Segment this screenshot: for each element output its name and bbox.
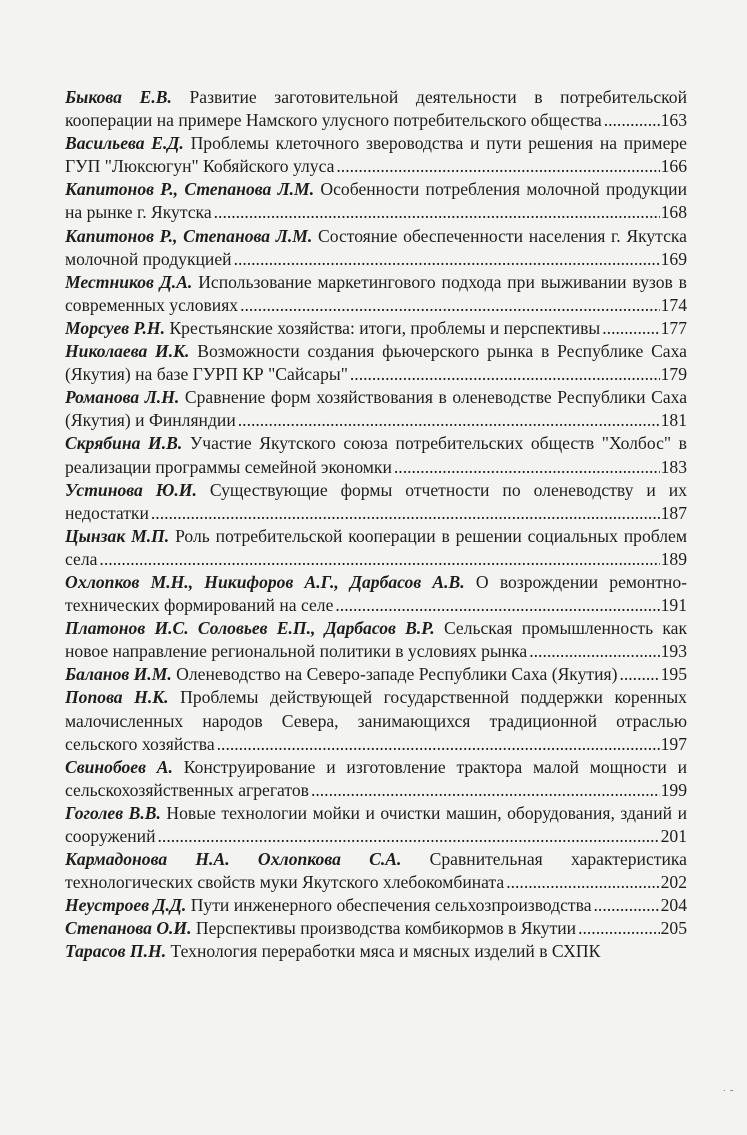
entry-author: Попова Н.К. xyxy=(65,687,169,708)
entry-page-number: 195 xyxy=(660,663,687,686)
entry-page-number: 166 xyxy=(660,155,687,178)
entry-page-number: 177 xyxy=(660,317,687,340)
entry-page-number: 197 xyxy=(660,733,687,756)
scan-mark: ˙ ˜ xyxy=(722,1090,734,1100)
entry-page-number: 191 xyxy=(660,594,687,617)
toc-entry xyxy=(65,617,687,663)
entry-title: Сравнение форм хозяйствования в оленеводстве Республики Саха (Якутия) и Финляндии ..... xyxy=(65,387,687,430)
toc-entry xyxy=(65,756,687,802)
entry-author: Тарасов П.Н. xyxy=(65,941,167,962)
entry-page-number: 181 xyxy=(660,409,687,432)
toc-entry xyxy=(65,525,687,571)
entry-title: Развитие заготовительной деятельности в потребительской кооперации на примере Намского улусного потребительского общества ..... xyxy=(65,87,687,130)
entry-author: Скрябина И.В. xyxy=(65,433,183,454)
entry-page-number: 205 xyxy=(660,917,687,940)
toc-entry xyxy=(65,917,687,940)
entry-author: Быкова Е.В. xyxy=(65,87,172,107)
entry-author: Цынзак М.П. xyxy=(65,525,170,546)
toc-entry xyxy=(65,940,687,963)
entry-title: О возрождении ремонтно-технических формирований на селе ..... xyxy=(65,572,687,615)
entry-page-number: 187 xyxy=(660,502,687,525)
toc-entry xyxy=(65,479,687,525)
entry-title: Роль потребительской кооперации в решении социальных проблем села ..... xyxy=(65,526,687,569)
entry-page-number: 201 xyxy=(660,825,687,848)
entry-author: Капитонов Р., Степанова Л.М. xyxy=(65,225,313,246)
entry-title: Проблемы действующей государственной поддержки коренных малочисленных народов Севера, занимающихся традиционной отраслью сельского хозяйства ..... xyxy=(65,687,687,753)
entry-author: Свинобоев А. xyxy=(65,756,173,777)
entry-author: Морсуев Р.Н. xyxy=(65,317,166,338)
entry-title: Проблемы клеточного звероводства и пути решения на примере ГУП "Люксюгун" Кобяйского улуса ..... xyxy=(65,133,687,176)
entry-title: Новые технологии мойки и очистки машин, оборудования, зданий и сооружений ..... xyxy=(65,803,687,846)
entry-title: Использование маркетингового подхода при выживании вузов в современных условиях ..... xyxy=(65,272,687,315)
toc-entry xyxy=(65,225,687,271)
entry-title: Сравнительная характеристика технологических свойств муки Якутского хлебокомбината ..... xyxy=(65,849,687,892)
toc-entry xyxy=(65,271,687,317)
entry-author: Кармадонова Н.А. Охлопкова С.А. xyxy=(65,849,402,870)
toc-entry xyxy=(65,132,687,178)
toc-entry xyxy=(65,571,687,617)
entry-author: Охлопков М.Н., Никифоров А.Г., Дарбасов А.В. xyxy=(65,571,465,592)
toc-entry xyxy=(65,848,687,894)
entry-author: Степанова О.И. xyxy=(65,918,192,939)
entry-page-number: 202 xyxy=(660,871,687,894)
entry-page-number: 189 xyxy=(660,548,687,571)
entry-author: Капитонов Р., Степанова Л.М. xyxy=(65,179,315,200)
entry-author: Неустроев Д.Д. xyxy=(65,895,187,916)
entry-page-number: 169 xyxy=(660,248,687,271)
entry-author: Платонов И.С. Соловьев Е.П., Дарбасов В.Р. xyxy=(65,618,435,639)
toc-entry xyxy=(65,802,687,848)
entry-author: Баланов И.М. xyxy=(65,664,172,685)
entry-author: Романова Л.Н. xyxy=(65,387,180,408)
entry-page-number: 174 xyxy=(660,294,687,317)
entry-title: Конструирование и изготовление трактора малой мощности и сельскохозяйственных агрегатов ..... xyxy=(65,757,687,800)
toc-entry xyxy=(65,386,687,432)
toc-entry xyxy=(65,86,687,132)
entry-title: Сельская промышленность как новое направление региональной политики в условиях рынка ..... xyxy=(65,618,687,661)
entry-page-number: 193 xyxy=(660,640,687,663)
entry-page-number: 179 xyxy=(660,363,687,386)
entry-author: Местников Д.А. xyxy=(65,271,193,292)
entry-title: Особенности потребления молочной продукции на рынке г. Якутска ..... xyxy=(65,179,687,222)
toc-entry xyxy=(65,178,687,224)
entry-author: Васильева Е.Д. xyxy=(65,133,184,154)
toc-entry xyxy=(65,340,687,386)
table-of-contents xyxy=(65,86,687,964)
entry-title: Технология переработки мяса и мясных изделий в СХПК xyxy=(170,941,601,962)
entry-page-number: 199 xyxy=(660,779,687,802)
entry-title: Возможности создания фьючерского рынка в Республике Саха (Якутия) на базе ГУРП КР "Сайсары" ..... xyxy=(65,341,687,384)
toc-entry xyxy=(65,686,687,755)
toc-entry xyxy=(65,432,687,478)
entry-title: Перспективы производства комбикормов в Якутии ..... xyxy=(196,918,576,938)
entry-author: Гоголев В.В. xyxy=(65,802,161,823)
entry-title: Существующие формы отчетности по оленеводству и их недостатки ..... xyxy=(65,480,687,523)
entry-title: Пути инженерного обеспечения сельхозпроизводства ..... xyxy=(191,895,592,915)
entry-title: Оленеводство на Северо-западе Республики Саха (Якутия) ..... xyxy=(176,664,617,684)
entry-title: Состояние обеспеченности населения г. Якутска молочной продукцией ..... xyxy=(65,226,687,269)
toc-entry xyxy=(65,894,687,917)
entry-page-number: 183 xyxy=(660,456,687,479)
entry-page-number: 204 xyxy=(660,894,687,917)
toc-entry xyxy=(65,663,687,686)
toc-entry xyxy=(65,317,687,340)
entry-author: Николаева И.К. xyxy=(65,341,190,362)
entry-title: Участие Якутского союза потребительских обществ "Холбос" в реализации программы семейной экономки ..... xyxy=(65,433,687,476)
entry-page-number: 163 xyxy=(660,109,687,132)
entry-title: Крестьянские хозяйства: итоги, проблемы и перспективы ..... xyxy=(169,318,600,338)
entry-author: Устинова Ю.И. xyxy=(65,479,197,500)
entry-page-number: 168 xyxy=(660,201,687,224)
